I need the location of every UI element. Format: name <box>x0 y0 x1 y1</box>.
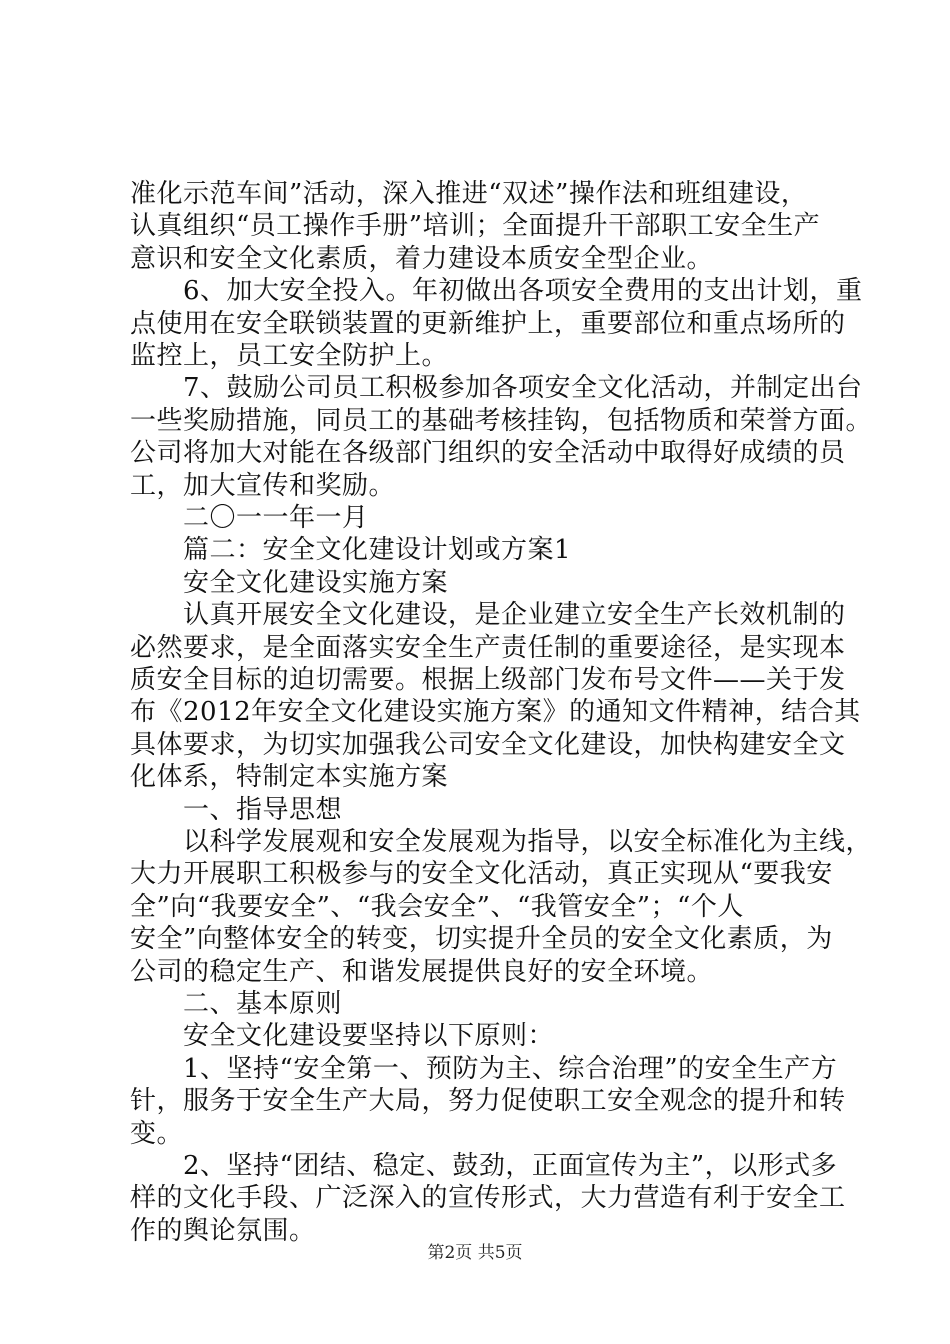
text-line: 准化示范车间”活动，深入推进“双述”操作法和班组建设， <box>130 179 808 209</box>
text-line: 样的文化手段、广泛深入的宣传形式，大力营造有利于安全工 <box>130 1183 846 1214</box>
text-line: 认真开展安全文化建设，是企业建立安全生产长效机制的 <box>130 600 846 631</box>
text-line: 1、坚持“安全第一、预防为主、综合治理”的安全生产方 <box>130 1053 838 1084</box>
text-line: 以科学发展观和安全发展观为指导，以安全标准化为主线， <box>130 827 873 857</box>
text-line: 布《2012年安全文化建设实施方案》的通知文件精神，结合其 <box>130 697 861 728</box>
text-line: 公司的稳定生产、和谐发展提供良好的安全环境。 <box>130 956 714 987</box>
text-line: 必然要求，是全面落实安全生产责任制的重要途径，是实现本 <box>130 632 846 663</box>
text-line: 安全”向整体安全的转变，切实提升全员的安全文化素质，为 <box>130 924 833 955</box>
section-heading: 二、基本原则 <box>130 989 343 1019</box>
text-line: 6、加大安全投入。年初做出各项安全费用的支出计划，重 <box>130 276 863 307</box>
document-title: 安全文化建设实施方案 <box>130 567 449 598</box>
page-footer: 第2页 共5页 <box>427 1243 523 1263</box>
text-line: 点使用在安全联锁装置的更新维护上，重要部位和重点场所的 <box>130 308 846 339</box>
section-heading: 篇二：安全文化建设计划或方案1 <box>130 535 572 566</box>
text-line: 2、坚持“团结、稳定、鼓劲，正面宣传为主”，以形式多 <box>130 1151 838 1181</box>
section-heading: 一、指导思想 <box>130 794 343 825</box>
text-line: 变。 <box>130 1118 184 1149</box>
text-line: 大力开展职工积极参与的安全文化活动，真正实现从“要我安 <box>130 859 833 890</box>
text-line: 化体系，特制定本实施方案 <box>130 762 449 793</box>
text-line: 具体要求，为切实加强我公司安全文化建设，加快构建安全文 <box>130 729 846 760</box>
text-line: 安全文化建设要坚持以下原则： <box>130 1021 555 1052</box>
text-line: 监控上，员工安全防护上。 <box>130 341 449 371</box>
date-line: 二〇一一年一月 <box>130 503 369 533</box>
text-line: 质安全目标的迫切需要。根据上级部门发布号文件——关于发 <box>130 665 846 695</box>
text-line: 作的舆论氛围。 <box>130 1215 316 1246</box>
text-line: 意识和安全文化素质，着力建设本质安全型企业。 <box>130 243 714 274</box>
text-line: 针，服务于安全生产大局，努力促使职工安全观念的提升和转 <box>130 1086 846 1117</box>
text-line: 全”向“我要安全”、“我会安全”、“我管安全”；“个人 <box>130 891 744 922</box>
text-line: 工，加大宣传和奖励。 <box>130 470 396 501</box>
text-line: 公司将加大对能在各级部门组织的安全活动中取得好成绩的员 <box>130 438 846 469</box>
text-line: 认真组织“员工操作手册”培训；全面提升干部职工安全生产 <box>130 211 821 242</box>
text-line: 7、鼓励公司员工积极参加各项安全文化活动，并制定出台 <box>130 373 863 404</box>
text-line: 一些奖励措施，同员工的基础考核挂钩，包括物质和荣誉方面。 <box>130 405 873 436</box>
